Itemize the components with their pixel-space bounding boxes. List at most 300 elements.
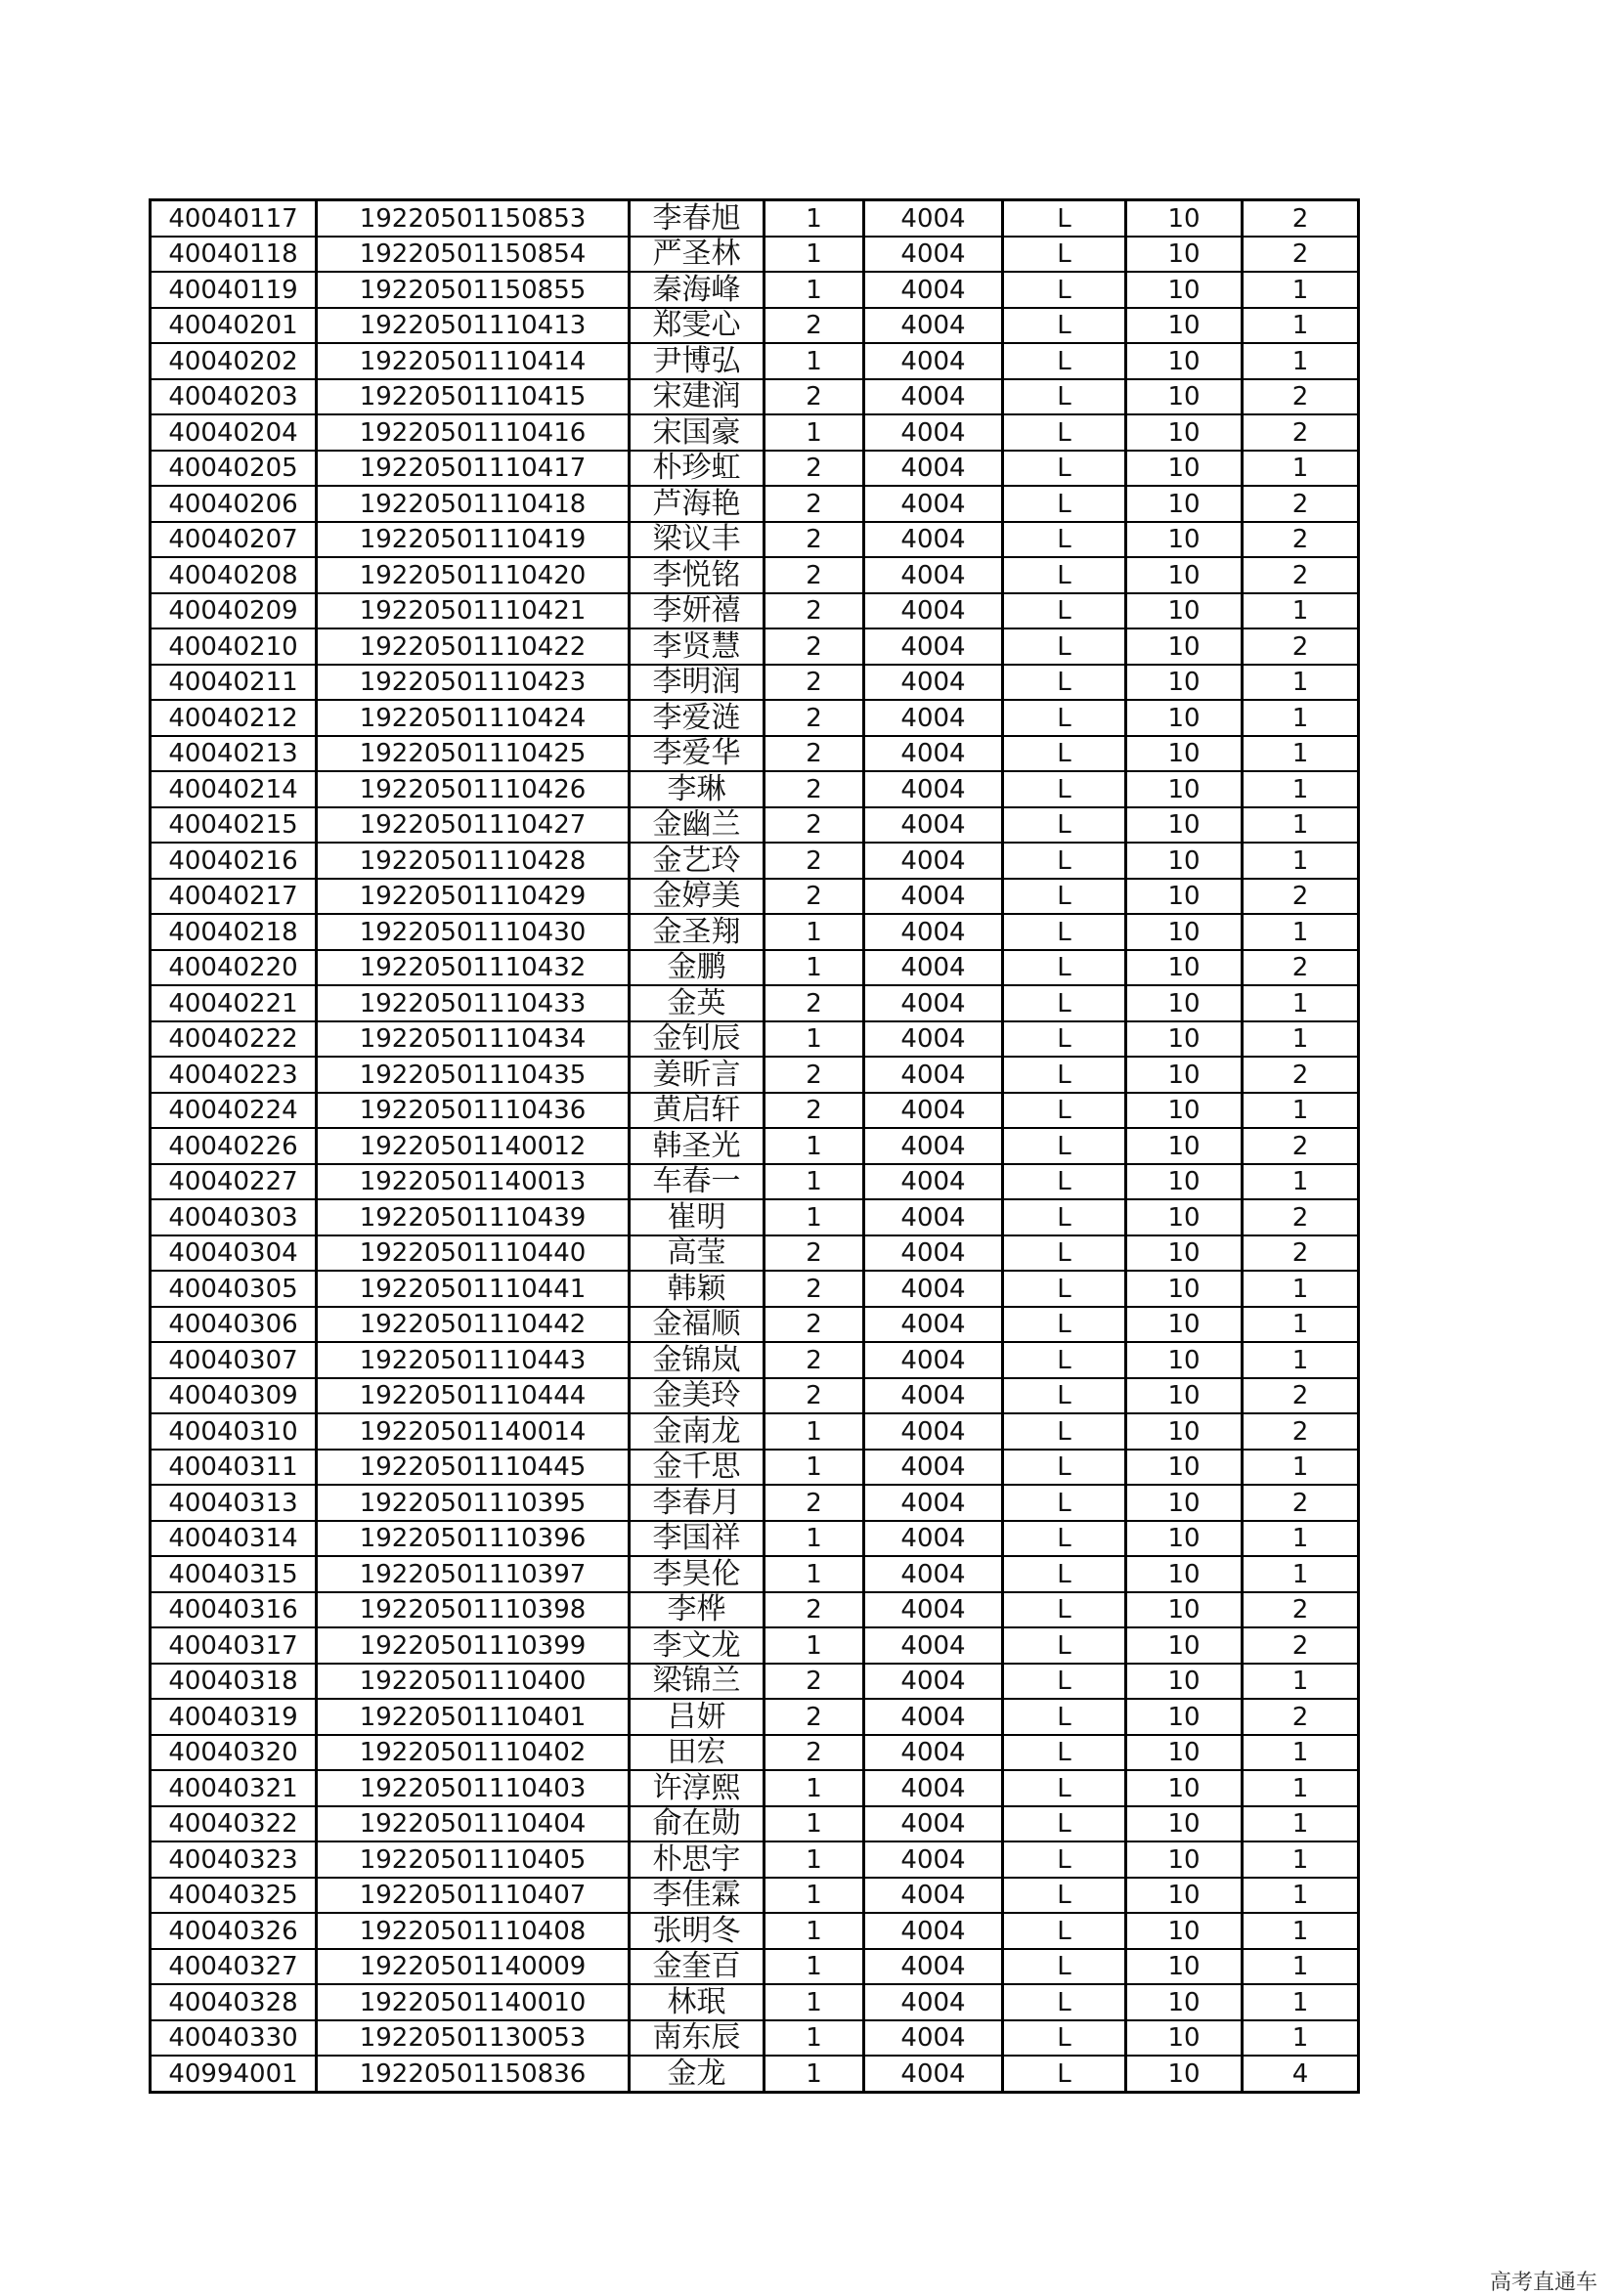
table-row (151, 1271, 1359, 1307)
cell-school-code: 4004 (864, 700, 1003, 736)
cell-school-code: 4004 (864, 1592, 1003, 1628)
cell-field-last: 1 (1243, 1841, 1359, 1878)
cell-field-last: 1 (1243, 593, 1359, 629)
cell-field-last: 1 (1243, 1342, 1359, 1378)
cell-field-10: 10 (1126, 486, 1243, 522)
cell-exam-number: 19220501110415 (317, 379, 630, 415)
cell-name: 梁锦兰 (630, 1664, 765, 1700)
table-body (151, 200, 1359, 2093)
cell-field-last: 2 (1243, 237, 1359, 273)
cell-field-10: 10 (1126, 628, 1243, 665)
cell-name: 崔明 (630, 1199, 765, 1235)
cell-category: L (1003, 736, 1126, 772)
cell-exam-number: 19220501110404 (317, 1806, 630, 1842)
cell-candidate-id: 40040226 (151, 1128, 317, 1164)
cell-field-10: 10 (1126, 1556, 1243, 1592)
table-row (151, 1806, 1359, 1842)
table-row (151, 379, 1359, 415)
cell-school-code: 4004 (864, 1128, 1003, 1164)
table-row (151, 522, 1359, 558)
cell-field-last: 1 (1243, 1271, 1359, 1307)
cell-gender-code: 1 (765, 414, 864, 451)
cell-field-last: 1 (1243, 1770, 1359, 1806)
cell-name: 李悦铭 (630, 557, 765, 593)
cell-field-10: 10 (1126, 1841, 1243, 1878)
cell-gender-code: 2 (765, 771, 864, 807)
cell-category: L (1003, 628, 1126, 665)
cell-name: 朴思宇 (630, 1841, 765, 1878)
cell-category: L (1003, 950, 1126, 986)
cell-field-10: 10 (1126, 414, 1243, 451)
table-row (151, 807, 1359, 844)
cell-school-code: 4004 (864, 736, 1003, 772)
cell-school-code: 4004 (864, 1841, 1003, 1878)
cell-field-last: 1 (1243, 736, 1359, 772)
cell-category: L (1003, 1699, 1126, 1735)
cell-gender-code: 2 (765, 807, 864, 844)
cell-field-10: 10 (1126, 200, 1243, 237)
cell-exam-number: 19220501110432 (317, 950, 630, 986)
cell-field-last: 2 (1243, 1128, 1359, 1164)
cell-name: 金南龙 (630, 1413, 765, 1450)
cell-school-code: 4004 (864, 1770, 1003, 1806)
table-row (151, 308, 1359, 344)
cell-field-10: 10 (1126, 1199, 1243, 1235)
cell-candidate-id: 40040211 (151, 665, 317, 701)
table-row (151, 628, 1359, 665)
cell-field-10: 10 (1126, 1271, 1243, 1307)
cell-candidate-id: 40040217 (151, 879, 317, 915)
cell-field-10: 10 (1126, 1413, 1243, 1450)
cell-gender-code: 2 (765, 1057, 864, 1093)
cell-exam-number: 19220501110397 (317, 1556, 630, 1592)
cell-field-10: 10 (1126, 1770, 1243, 1806)
cell-name: 宋建润 (630, 379, 765, 415)
cell-category: L (1003, 200, 1126, 237)
cell-field-10: 10 (1126, 1592, 1243, 1628)
cell-school-code: 4004 (864, 950, 1003, 986)
cell-gender-code: 2 (765, 1378, 864, 1414)
table-row (151, 771, 1359, 807)
cell-name: 金钊辰 (630, 1021, 765, 1058)
cell-candidate-id: 40040303 (151, 1199, 317, 1235)
cell-category: L (1003, 1485, 1126, 1521)
cell-field-last: 1 (1243, 272, 1359, 308)
cell-gender-code: 2 (765, 1664, 864, 1700)
cell-field-10: 10 (1126, 736, 1243, 772)
table-row (151, 557, 1359, 593)
cell-field-last: 1 (1243, 914, 1359, 950)
cell-gender-code: 1 (765, 1164, 864, 1200)
cell-name: 吕妍 (630, 1699, 765, 1735)
cell-exam-number: 19220501110416 (317, 414, 630, 451)
table-row (151, 914, 1359, 950)
table-row (151, 1984, 1359, 2020)
table-row (151, 1378, 1359, 1414)
table-row (151, 1199, 1359, 1235)
cell-candidate-id: 40040202 (151, 343, 317, 379)
cell-gender-code: 2 (765, 879, 864, 915)
cell-school-code: 4004 (864, 414, 1003, 451)
table-row (151, 950, 1359, 986)
cell-gender-code: 2 (765, 557, 864, 593)
cell-exam-number: 19220501110408 (317, 1913, 630, 1949)
cell-field-last: 2 (1243, 1378, 1359, 1414)
cell-gender-code: 2 (765, 1735, 864, 1771)
cell-category: L (1003, 1342, 1126, 1378)
cell-name: 南东辰 (630, 2020, 765, 2057)
cell-candidate-id: 40040205 (151, 451, 317, 487)
cell-gender-code: 1 (765, 1806, 864, 1842)
cell-field-last: 2 (1243, 1199, 1359, 1235)
cell-field-10: 10 (1126, 950, 1243, 986)
table-row (151, 1592, 1359, 1628)
cell-category: L (1003, 1984, 1126, 2020)
cell-field-last: 2 (1243, 379, 1359, 415)
cell-category: L (1003, 1664, 1126, 1700)
cell-school-code: 4004 (864, 593, 1003, 629)
cell-name: 姜昕言 (630, 1057, 765, 1093)
cell-gender-code: 2 (765, 593, 864, 629)
cell-exam-number: 19220501110413 (317, 308, 630, 344)
cell-field-last: 1 (1243, 1307, 1359, 1343)
cell-gender-code: 1 (765, 237, 864, 273)
cell-name: 黄启轩 (630, 1093, 765, 1129)
table-row (151, 486, 1359, 522)
table-row (151, 1949, 1359, 1985)
cell-school-code: 4004 (864, 557, 1003, 593)
table-row (151, 1485, 1359, 1521)
cell-name: 李春旭 (630, 200, 765, 237)
cell-category: L (1003, 665, 1126, 701)
cell-name: 李文龙 (630, 1627, 765, 1664)
cell-name: 金鹏 (630, 950, 765, 986)
cell-category: L (1003, 1021, 1126, 1058)
cell-field-10: 10 (1126, 1093, 1243, 1129)
cell-exam-number: 19220501110426 (317, 771, 630, 807)
cell-school-code: 4004 (864, 1949, 1003, 1985)
table-row (151, 451, 1359, 487)
cell-school-code: 4004 (864, 2020, 1003, 2057)
cell-category: L (1003, 343, 1126, 379)
cell-candidate-id: 40040316 (151, 1592, 317, 1628)
cell-category: L (1003, 1592, 1126, 1628)
cell-school-code: 4004 (864, 1199, 1003, 1235)
cell-gender-code: 2 (765, 843, 864, 879)
cell-gender-code: 2 (765, 665, 864, 701)
cell-exam-number: 19220501110441 (317, 1271, 630, 1307)
cell-field-10: 10 (1126, 1949, 1243, 1985)
cell-field-last: 2 (1243, 522, 1359, 558)
cell-school-code: 4004 (864, 1913, 1003, 1949)
cell-field-10: 10 (1126, 1057, 1243, 1093)
cell-candidate-id: 40040321 (151, 1770, 317, 1806)
cell-school-code: 4004 (864, 308, 1003, 344)
cell-candidate-id: 40994001 (151, 2056, 317, 2092)
cell-field-last: 2 (1243, 628, 1359, 665)
cell-name: 金婷美 (630, 879, 765, 915)
cell-field-10: 10 (1126, 1699, 1243, 1735)
cell-field-10: 10 (1126, 1307, 1243, 1343)
cell-exam-number: 19220501110420 (317, 557, 630, 593)
cell-name: 梁议丰 (630, 522, 765, 558)
cell-category: L (1003, 1271, 1126, 1307)
cell-category: L (1003, 1806, 1126, 1842)
cell-category: L (1003, 1164, 1126, 1200)
cell-school-code: 4004 (864, 237, 1003, 273)
cell-name: 高莹 (630, 1235, 765, 1272)
cell-field-last: 1 (1243, 1556, 1359, 1592)
cell-school-code: 4004 (864, 1485, 1003, 1521)
cell-gender-code: 1 (765, 1770, 864, 1806)
cell-name: 金幽兰 (630, 807, 765, 844)
table-row (151, 2020, 1359, 2057)
cell-field-10: 10 (1126, 1235, 1243, 1272)
cell-candidate-id: 40040208 (151, 557, 317, 593)
cell-name: 韩颖 (630, 1271, 765, 1307)
cell-field-last: 1 (1243, 665, 1359, 701)
cell-school-code: 4004 (864, 771, 1003, 807)
cell-name: 田宏 (630, 1735, 765, 1771)
cell-candidate-id: 40040311 (151, 1450, 317, 1486)
cell-exam-number: 19220501140010 (317, 1984, 630, 2020)
cell-exam-number: 19220501110407 (317, 1878, 630, 1914)
cell-exam-number: 19220501110402 (317, 1735, 630, 1771)
cell-field-10: 10 (1126, 1485, 1243, 1521)
cell-name: 秦海峰 (630, 272, 765, 308)
cell-exam-number: 19220501110430 (317, 914, 630, 950)
cell-school-code: 4004 (864, 451, 1003, 487)
cell-gender-code: 1 (765, 1841, 864, 1878)
cell-school-code: 4004 (864, 200, 1003, 237)
cell-category: L (1003, 1307, 1126, 1343)
cell-candidate-id: 40040207 (151, 522, 317, 558)
cell-category: L (1003, 414, 1126, 451)
cell-category: L (1003, 1627, 1126, 1664)
cell-name: 金圣翔 (630, 914, 765, 950)
cell-candidate-id: 40040206 (151, 486, 317, 522)
table-row (151, 1128, 1359, 1164)
cell-school-code: 4004 (864, 522, 1003, 558)
table-row (151, 1878, 1359, 1914)
cell-name: 李佳霖 (630, 1878, 765, 1914)
cell-school-code: 4004 (864, 1699, 1003, 1735)
cell-exam-number: 19220501110417 (317, 451, 630, 487)
cell-field-last: 2 (1243, 1699, 1359, 1735)
cell-name: 李琳 (630, 771, 765, 807)
cell-exam-number: 19220501140009 (317, 1949, 630, 1985)
cell-school-code: 4004 (864, 1307, 1003, 1343)
cell-category: L (1003, 700, 1126, 736)
cell-school-code: 4004 (864, 2056, 1003, 2092)
cell-field-last: 1 (1243, 1984, 1359, 2020)
cell-category: L (1003, 879, 1126, 915)
cell-candidate-id: 40040313 (151, 1485, 317, 1521)
cell-field-10: 10 (1126, 593, 1243, 629)
cell-gender-code: 2 (765, 1485, 864, 1521)
cell-field-10: 10 (1126, 272, 1243, 308)
cell-exam-number: 19220501110442 (317, 1307, 630, 1343)
cell-candidate-id: 40040306 (151, 1307, 317, 1343)
cell-field-last: 2 (1243, 950, 1359, 986)
cell-candidate-id: 40040201 (151, 308, 317, 344)
table-row (151, 1021, 1359, 1058)
cell-name: 尹博弘 (630, 343, 765, 379)
cell-field-10: 10 (1126, 1021, 1243, 1058)
cell-name: 芦海艳 (630, 486, 765, 522)
cell-field-10: 10 (1126, 879, 1243, 915)
table-row (151, 700, 1359, 736)
cell-category: L (1003, 522, 1126, 558)
table-row (151, 237, 1359, 273)
cell-category: L (1003, 2056, 1126, 2092)
cell-school-code: 4004 (864, 379, 1003, 415)
cell-field-10: 10 (1126, 914, 1243, 950)
cell-category: L (1003, 1128, 1126, 1164)
cell-category: L (1003, 1913, 1126, 1949)
cell-exam-number: 19220501140014 (317, 1413, 630, 1450)
cell-name: 严圣林 (630, 237, 765, 273)
table-row (151, 665, 1359, 701)
cell-exam-number: 19220501110428 (317, 843, 630, 879)
cell-school-code: 4004 (864, 1627, 1003, 1664)
cell-candidate-id: 40040118 (151, 237, 317, 273)
cell-field-last: 1 (1243, 1521, 1359, 1557)
cell-category: L (1003, 2020, 1126, 2057)
cell-gender-code: 1 (765, 1128, 864, 1164)
cell-field-10: 10 (1126, 379, 1243, 415)
table-row (151, 414, 1359, 451)
cell-gender-code: 1 (765, 1413, 864, 1450)
cell-candidate-id: 40040330 (151, 2020, 317, 2057)
cell-field-10: 10 (1126, 343, 1243, 379)
cell-gender-code: 1 (765, 1556, 864, 1592)
cell-category: L (1003, 379, 1126, 415)
cell-gender-code: 2 (765, 985, 864, 1021)
cell-field-10: 10 (1126, 1450, 1243, 1486)
cell-category: L (1003, 237, 1126, 273)
cell-category: L (1003, 1199, 1126, 1235)
cell-gender-code: 1 (765, 343, 864, 379)
cell-candidate-id: 40040221 (151, 985, 317, 1021)
table-row (151, 879, 1359, 915)
cell-candidate-id: 40040304 (151, 1235, 317, 1272)
cell-school-code: 4004 (864, 1271, 1003, 1307)
cell-exam-number: 19220501110427 (317, 807, 630, 844)
table-row (151, 1450, 1359, 1486)
cell-exam-number: 19220501110419 (317, 522, 630, 558)
table-row (151, 985, 1359, 1021)
cell-candidate-id: 40040204 (151, 414, 317, 451)
cell-candidate-id: 40040325 (151, 1878, 317, 1914)
cell-exam-number: 19220501150853 (317, 200, 630, 237)
cell-gender-code: 1 (765, 272, 864, 308)
cell-name: 李桦 (630, 1592, 765, 1628)
cell-field-10: 10 (1126, 1521, 1243, 1557)
cell-gender-code: 1 (765, 1949, 864, 1985)
cell-candidate-id: 40040203 (151, 379, 317, 415)
cell-candidate-id: 40040222 (151, 1021, 317, 1058)
cell-name: 李妍禧 (630, 593, 765, 629)
cell-category: L (1003, 1735, 1126, 1771)
cell-name: 李贤慧 (630, 628, 765, 665)
cell-exam-number: 19220501110434 (317, 1021, 630, 1058)
cell-exam-number: 19220501110396 (317, 1521, 630, 1557)
cell-field-last: 2 (1243, 200, 1359, 237)
cell-school-code: 4004 (864, 1556, 1003, 1592)
cell-field-last: 1 (1243, 771, 1359, 807)
cell-field-last: 2 (1243, 1413, 1359, 1450)
cell-gender-code: 2 (765, 486, 864, 522)
table-row (151, 2056, 1359, 2092)
cell-field-last: 1 (1243, 1735, 1359, 1771)
cell-school-code: 4004 (864, 1984, 1003, 2020)
cell-category: L (1003, 1378, 1126, 1414)
cell-school-code: 4004 (864, 1057, 1003, 1093)
cell-exam-number: 19220501150836 (317, 2056, 630, 2092)
cell-name: 金龙 (630, 2056, 765, 2092)
cell-candidate-id: 40040224 (151, 1093, 317, 1129)
cell-name: 金福顺 (630, 1307, 765, 1343)
cell-exam-number: 19220501110401 (317, 1699, 630, 1735)
cell-name: 金英 (630, 985, 765, 1021)
cell-field-last: 2 (1243, 557, 1359, 593)
cell-exam-number: 19220501110418 (317, 486, 630, 522)
cell-category: L (1003, 807, 1126, 844)
cell-field-10: 10 (1126, 985, 1243, 1021)
cell-school-code: 4004 (864, 1878, 1003, 1914)
cell-gender-code: 1 (765, 1450, 864, 1486)
cell-field-10: 10 (1126, 451, 1243, 487)
cell-field-10: 10 (1126, 308, 1243, 344)
cell-field-last: 2 (1243, 1057, 1359, 1093)
cell-field-last: 1 (1243, 343, 1359, 379)
cell-candidate-id: 40040322 (151, 1806, 317, 1842)
cell-school-code: 4004 (864, 1735, 1003, 1771)
cell-candidate-id: 40040307 (151, 1342, 317, 1378)
table-row (151, 1164, 1359, 1200)
cell-field-10: 10 (1126, 1164, 1243, 1200)
cell-candidate-id: 40040119 (151, 272, 317, 308)
cell-gender-code: 1 (765, 1984, 864, 2020)
cell-field-last: 1 (1243, 1878, 1359, 1914)
cell-gender-code: 2 (765, 1093, 864, 1129)
cell-exam-number: 19220501110429 (317, 879, 630, 915)
cell-field-last: 2 (1243, 1627, 1359, 1664)
cell-school-code: 4004 (864, 1664, 1003, 1700)
cell-exam-number: 19220501150854 (317, 237, 630, 273)
cell-field-10: 10 (1126, 2056, 1243, 2092)
cell-gender-code: 2 (765, 700, 864, 736)
cell-field-10: 10 (1126, 1627, 1243, 1664)
cell-exam-number: 19220501150855 (317, 272, 630, 308)
cell-category: L (1003, 985, 1126, 1021)
cell-field-last: 1 (1243, 807, 1359, 844)
cell-field-last: 2 (1243, 879, 1359, 915)
cell-exam-number: 19220501110414 (317, 343, 630, 379)
cell-field-last: 4 (1243, 2056, 1359, 2092)
cell-field-10: 10 (1126, 1128, 1243, 1164)
cell-name: 李国祥 (630, 1521, 765, 1557)
cell-candidate-id: 40040315 (151, 1556, 317, 1592)
cell-school-code: 4004 (864, 272, 1003, 308)
cell-gender-code: 1 (765, 1021, 864, 1058)
cell-candidate-id: 40040216 (151, 843, 317, 879)
cell-exam-number: 19220501110395 (317, 1485, 630, 1521)
cell-exam-number: 19220501110433 (317, 985, 630, 1021)
cell-category: L (1003, 1770, 1126, 1806)
cell-gender-code: 2 (765, 451, 864, 487)
